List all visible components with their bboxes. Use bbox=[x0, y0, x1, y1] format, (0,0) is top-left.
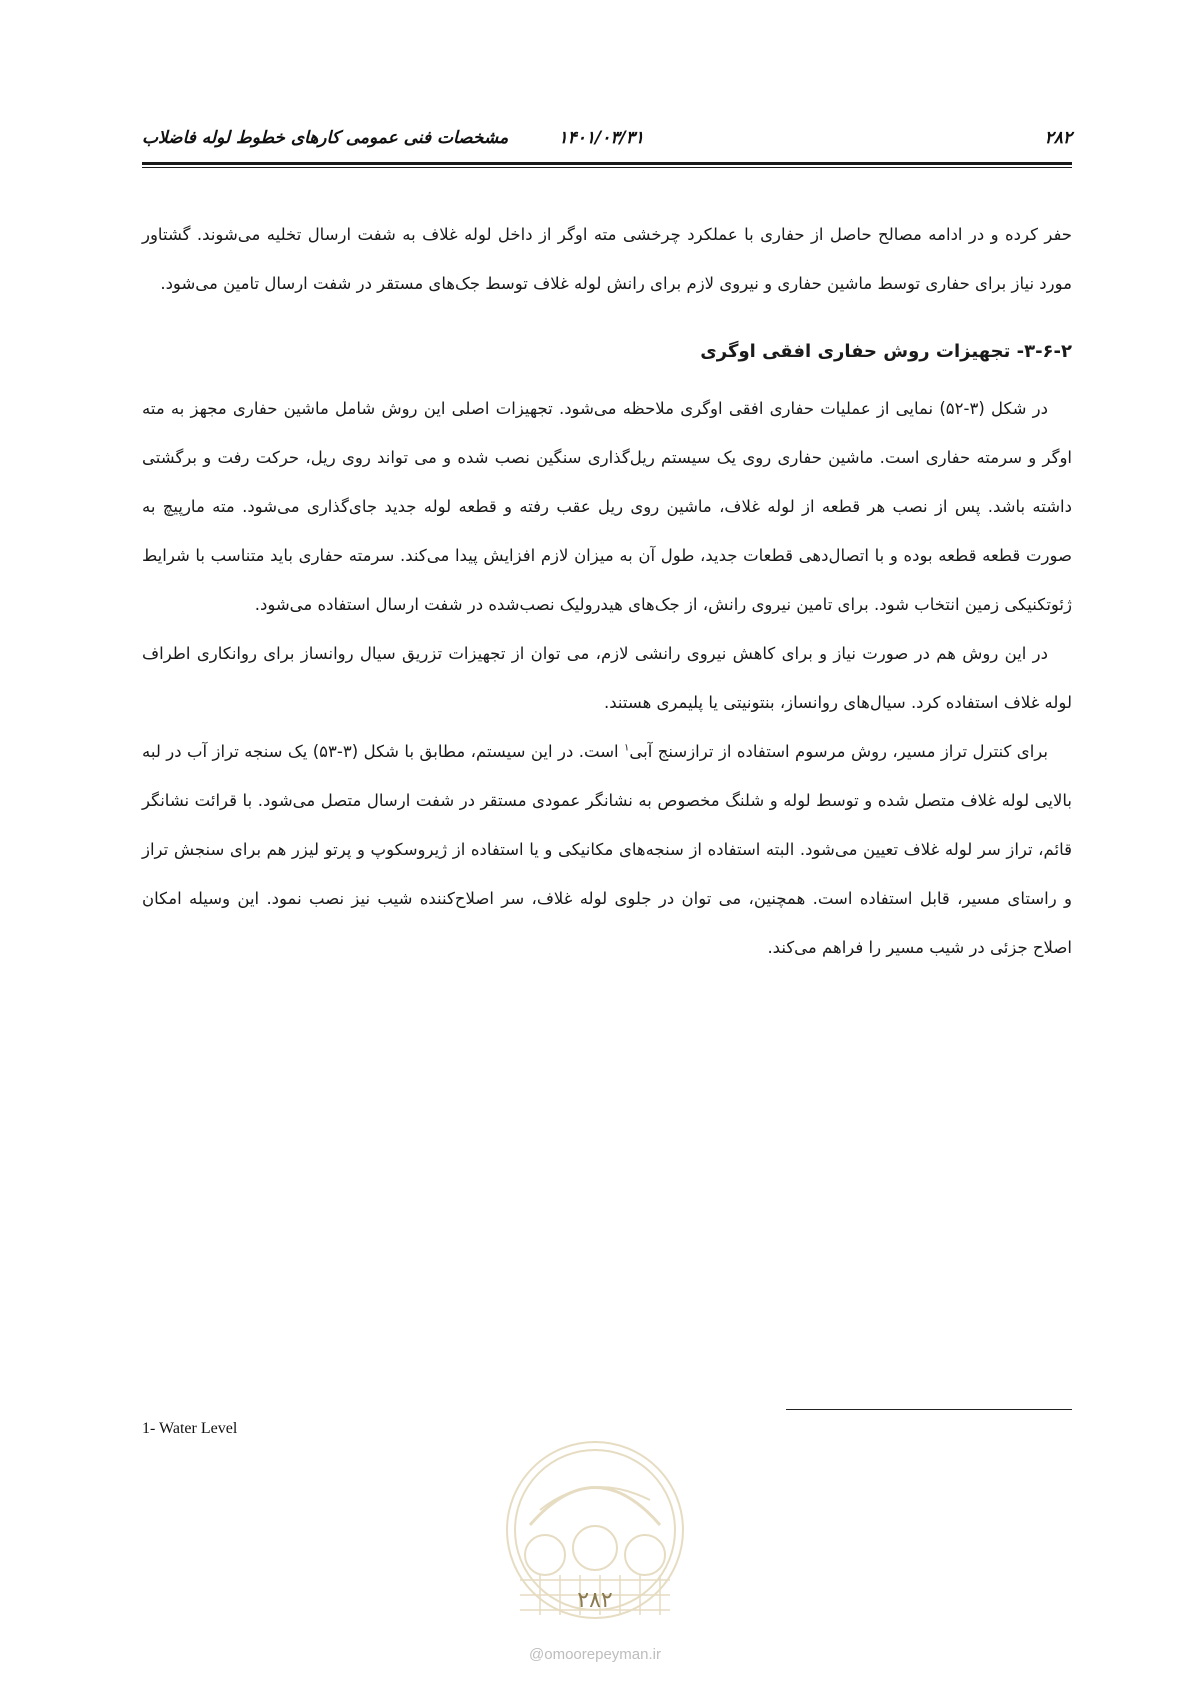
paragraph-4 bbox=[142, 727, 1072, 972]
watermark-seal bbox=[500, 1430, 690, 1650]
document-body bbox=[142, 210, 1072, 972]
paragraph-4-part-1: برای کنترل تراز مسیر، روش مرسوم استفاده از ترازسنج آبی bbox=[629, 742, 1049, 761]
header-date: ۱۴۰۱/۰۳/۳۱ bbox=[558, 128, 644, 148]
page-header bbox=[142, 128, 1072, 154]
footnote: 1- Water Level bbox=[142, 1420, 238, 1437]
paragraph-1: حفر کرده و در ادامه مصالح حاصل از حفاری با عملکرد چرخشی مته اوگر از داخل لوله غلاف به شفت ارسال تخلیه می‌شوند. گشتاور مورد نیاز برای حفاری توسط ماشین حفاری و نیروی لازم برای رانش لوله غلاف توسط جک‌های مستقر در شفت ارسال تامین می‌شود. bbox=[142, 225, 1072, 293]
header-title: مشخصات فنی عمومی کارهای خطوط لوله فاضلاب bbox=[142, 128, 509, 148]
paragraph-4-part-2: است. در این سیستم، مطابق با شکل (۳-۵۳) یک سنجه تراز آب در لبه بالایی لوله غلاف متصل شده و توسط لوله و شلنگ مخصوص به نشانگر عمودی مستقر در شفت ارسال متصل می‌شود. با قرائت نشانگر قائم، تراز سر لوله غلاف تعیین می‌شود. البته استفاده از سنجه‌های مکانیکی و یا استفاده از ژیروسکوپ و پرتو لیزر هم برای سنجش تراز و راستای مسیر، قابل استفاده است. همچنین، می توان در جلوی لوله غلاف، سر اصلاح‌کننده شیب نیز نصب نمود. این وسیله امکان اصلاح جزئی در شیب مسیر را فراهم می‌کند. bbox=[142, 742, 1072, 957]
watermark-website: @omoorepeyman.ir bbox=[529, 1646, 661, 1663]
paragraph-3: در این روش هم در صورت نیاز و برای کاهش نیروی رانشی لازم، می توان از تجهیزات تزریق سیال روانساز برای روانکاری اطراف لوله غلاف استفاده کرد. سیال‌های روانساز، بنتونیتی یا پلیمری هستند. bbox=[142, 644, 1072, 712]
footnote-marker: ۱ bbox=[624, 742, 630, 754]
header-rule bbox=[142, 162, 1072, 168]
section-heading: ۳-۶-۲- تجهیزات روش حفاری افقی اوگری bbox=[700, 341, 1072, 362]
header-page-number: ۲۸۲ bbox=[1044, 128, 1072, 148]
watermark-page-number: ۲۸۲ bbox=[577, 1588, 613, 1613]
paragraph-2: در شکل (۳-۵۲) نمایی از عملیات حفاری افقی اوگری ملاحظه می‌شود. تجهیزات اصلی این روش شامل ماشین حفاری مجهز به مته اوگر و سرمته حفاری است. ماشین حفاری روی یک سیستم ریل‌گذاری سنگین نصب شده و می تواند روی ریل، حرکت رفت و برگشتی داشته باشد. پس از نصب هر قطعه از لوله غلاف، ماشین روی ریل عقب رفته و قطعه لوله جدید جای‌گذاری می‌شود. مته مارپیچ به صورت قطعه قطعه بوده و با اتصال‌دهی قطعات جدید، طول آن به میزان لازم افزایش پیدا می‌کند. سرمته حفاری باید متناسب با شرایط ژئوتکنیکی زمین انتخاب شود. برای تامین نیروی رانش، از جک‌های هیدرولیک نصب‌شده در شفت ارسال استفاده می‌شود. bbox=[142, 399, 1072, 614]
footnote-rule bbox=[786, 1409, 1072, 1410]
